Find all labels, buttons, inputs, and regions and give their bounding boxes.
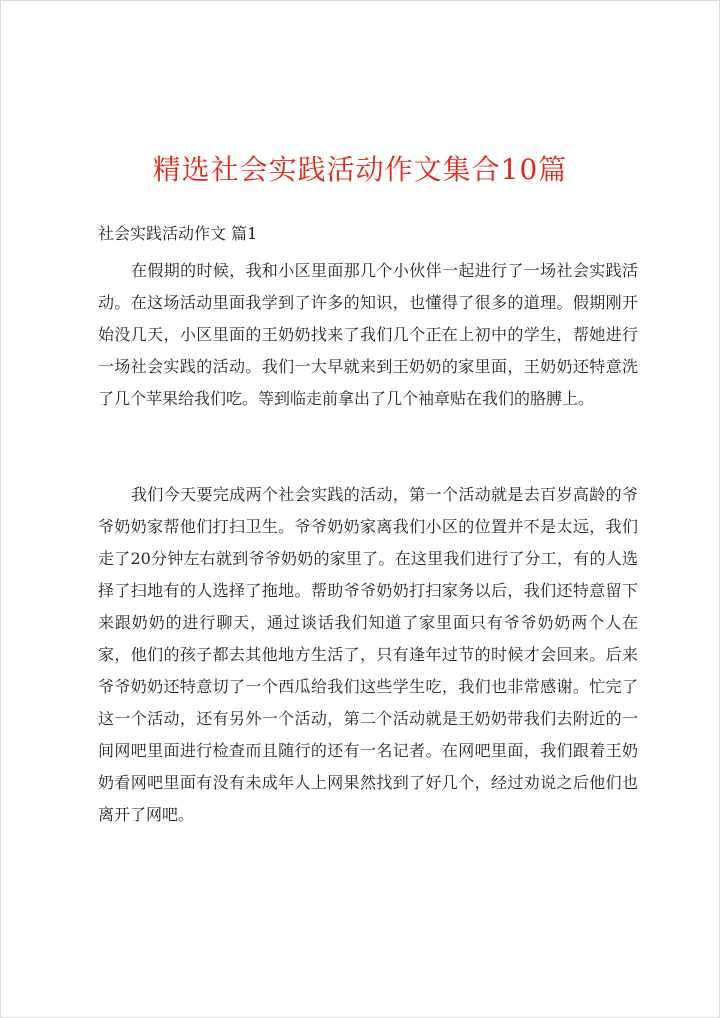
paragraph-1: 在假期的时候，我和小区里面那几个小伙伴一起进行了一场社会实践活动。在这场活动里面我学到了许多的知识，也懂得了很多的道理。假期刚开始没几天，小区里面的王奶奶找来了我们几个正在上初中的学生，帮她进行一场社会实践的活动。我们一大早就来到王奶奶的家里面，王奶奶还特意洗了几个苹果给我们吃。等到临走前拿出了几个袖章贴在我们的胳膊上。 bbox=[98, 261, 638, 408]
section-heading: 社会实践活动作文 篇1 bbox=[98, 224, 258, 243]
paragraph-2: 我们今天要完成两个社会实践的活动，第一个活动就是去百岁高龄的爷爷奶奶家帮他们打扫卫生。爷爷奶奶家离我们小区的位置并不是太远，我们走了20分钟左右就到爷爷奶奶的家里了。在这里我们进行了分工，有的人选择了扫地有的人选择了拖地。帮助爷爷奶奶打扫家务以后，我们还特意留下来跟奶奶的进行聊天，通过谈话我们知道了家里面只有爷爷奶奶两个人在家，他们的孩子都去其他地方生活了，只有逢年过节的时候才会回来。后来爷爷奶奶还特意切了一个西瓜给我们这些学生吃，我们也非常感谢。忙完了这一个活动，还有另外一个活动，第二个活动就是王奶奶带我们去附近的一间网吧里面进行检查而且随行的还有一名记者。在网吧里面，我们跟着王奶奶看网吧里面有没有未成年人上网果然找到了好几个，经过劝说之后他们也离开了网吧。 bbox=[98, 485, 638, 824]
document-title: 精选社会实践活动作文集合10篇 bbox=[152, 153, 568, 186]
